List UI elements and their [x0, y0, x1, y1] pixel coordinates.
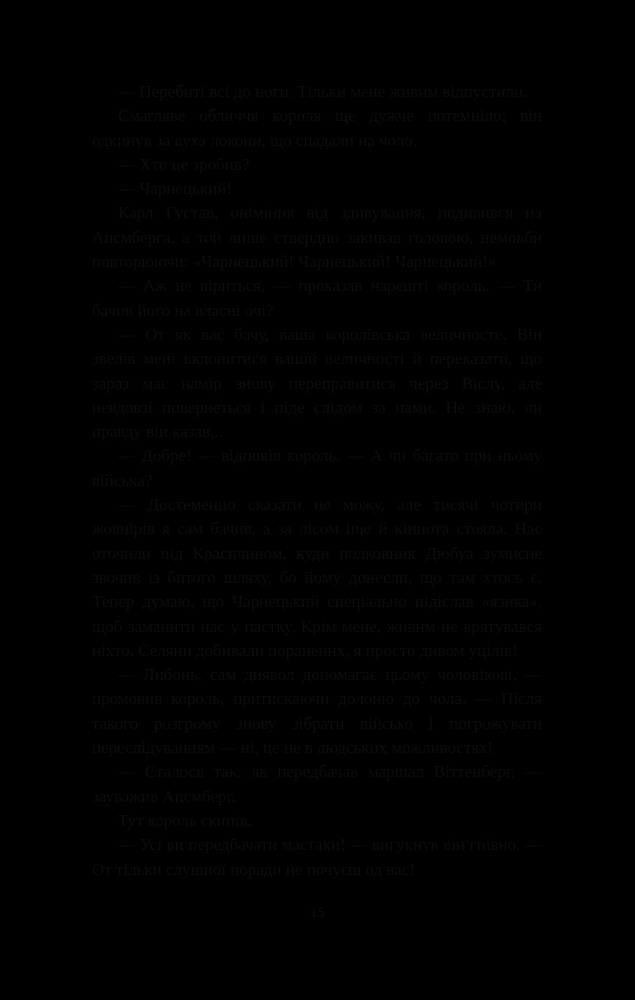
paragraph: — Либонь, сам диявол допомагає цьому чоловікові, — промовив король, притискаючи долоню до чола. — Після такого розгрому знову зібрати військо і погрожувати переслідуванням — ні, це не в людських можливостях!: [92, 665, 542, 758]
page-number: 15: [310, 905, 325, 921]
paragraph: — Аж не віриться, — проказав нарешті король. — Ти бачив його на власні очі?: [92, 276, 542, 320]
paragraph: Смагляве обличчя короля ще дужче потемніло; він одкинув за вуха локони, що спадали на чоло.: [92, 106, 542, 150]
paragraph: Карл Густав, оніміння від здивування, подивився на Апсмберга, а той лише ствердно закивав головою, немовби повторюючи: «Чарнецький! Чарнецький! Чарнецький!»: [92, 203, 542, 272]
paragraph: — Усі ви передбачати мастаки! — вигукнув він гнівно. — От тільки слушної поради не почуєш од вас!: [92, 835, 542, 879]
paragraph: — Сталося так, як передбачав маршал Віттенберг, — зауважив Апсмберг.: [92, 762, 542, 806]
paragraph: — Хто це зробив?: [118, 154, 250, 174]
paragraph: — Достеменно сказати не можу, але тисячі чотири жовнірів я сам бачив, а за лісом іще й кіннота стояла. Нас оточили під Красичином, куди полковник Дюбуа зумисне звочив із битого шляху, бо йому донесли, що там хтось є. Тепер думаю, що Чарнецький спеціально підіслав «язика», щоб заманити нас у пастку. Крім мене, живим не врятувався ніхто. Селяни добивали поранених, я просто дивом уцілів!: [92, 495, 542, 660]
paragraph: Тут король скипів.: [118, 810, 252, 830]
paragraph: — Добре! — відповів король. — А чи багато при ньому війська?: [92, 446, 542, 490]
paragraph: — Перебиті всі до ноги. Тільки мене живим відпустили.: [118, 82, 528, 101]
paragraph: — От як вас бачу, ваша королівська величносте. Він звелів мені вклонитися вашій величності й переказати, що зараз має намір знову переправитися через Віслу, але невдовзі повернеться і піде слідом за нами. Не знаю, чи правду він казав...: [92, 324, 542, 442]
page-text: [92, 80, 542, 882]
paragraph: — Чарнецький!: [118, 179, 232, 199]
